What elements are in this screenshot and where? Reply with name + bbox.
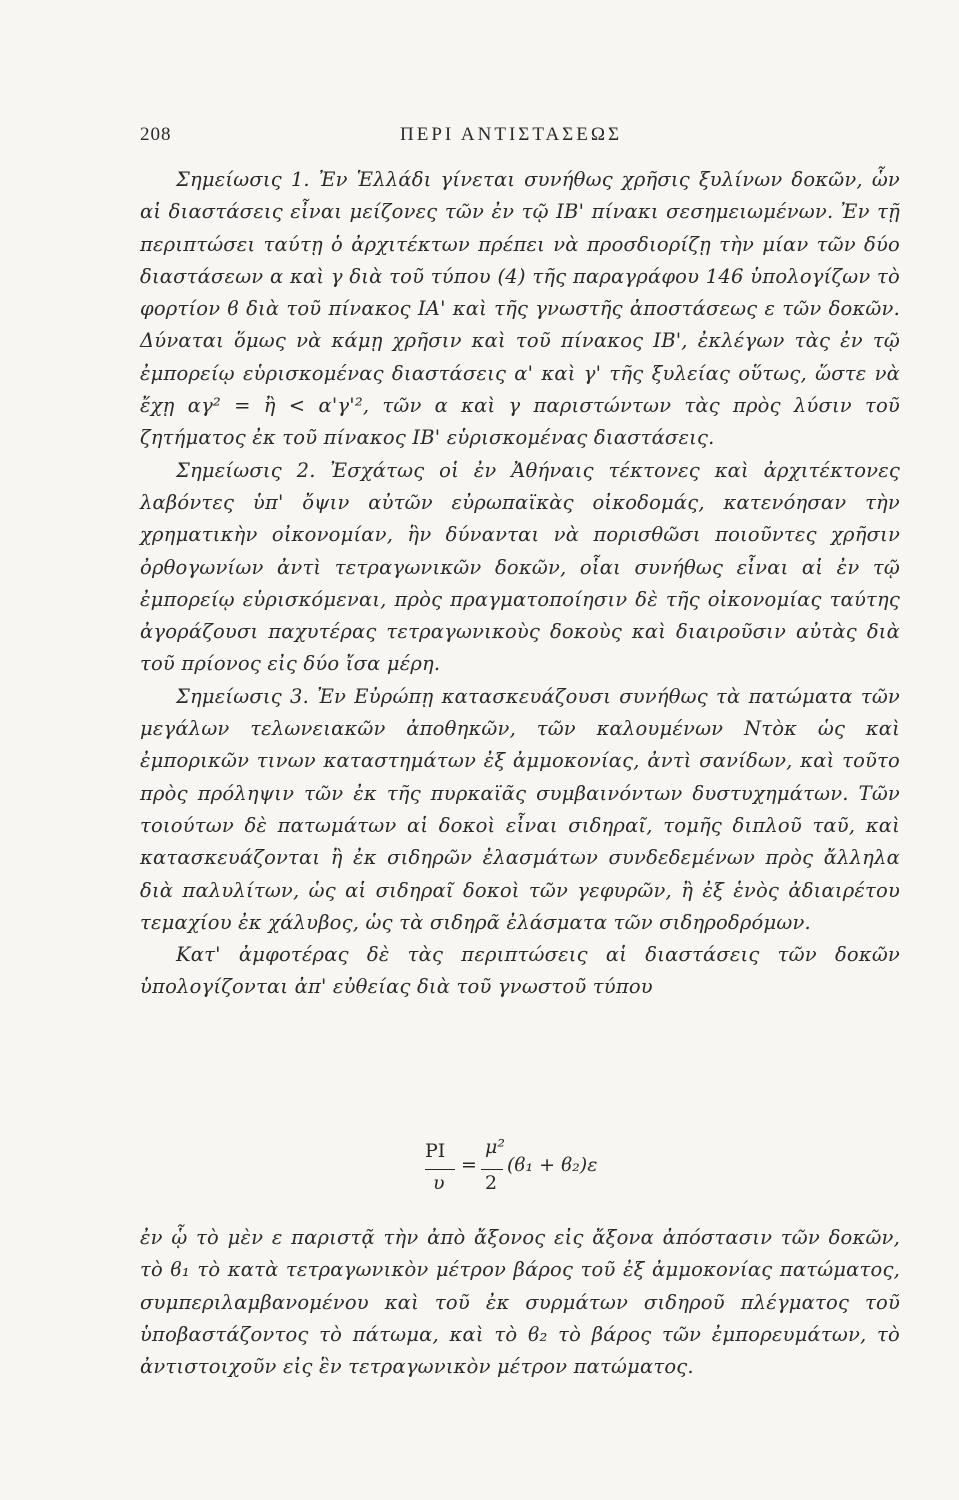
note-3-label: Σημείωσις 3. <box>176 684 310 708</box>
page-header <box>140 124 900 154</box>
after-formula-text <box>140 1222 900 1383</box>
note-2 <box>140 455 900 681</box>
note-3 <box>140 681 900 939</box>
body-text <box>140 164 900 1004</box>
intro-paragraph: Κατ' ἀμφοτέρας δὲ τὰς περιπτώσεις αἱ διαστάσεις τῶν δοκῶν ὑπολογίζονται ἀπ' εὐθείας διὰ τοῦ γνωστοῦ τύπου <box>140 943 900 999</box>
note-1-label: Σημείωσις 1. <box>176 168 310 191</box>
note-2-label: Σημείωσις 2. <box>176 458 316 482</box>
note-1-text: Ἐν Ἑλλάδι γίνεται συνήθως χρῆσις ξυλίνων δοκῶν, ὧν αἱ διαστάσεις εἶναι μείζονες τῶν ἐν τῷ ΙΒ' πίνακι σεσημειωμένων. Ἐν τῇ περιπτώσει ταύτῃ ὁ ἀρχιτέκτων πρέπει νὰ προσδιορίζῃ τὴν μίαν τῶν δύο διαστάσεων α καὶ γ διὰ τοῦ τύπου (4) τῆς παραγράφου 146 ὑπολογίζων τὸ φορτίον ϐ διὰ τοῦ πίνακος ΙΑ' καὶ τῆς γνωστῆς ἀποστάσεως ε τῶν δοκῶν. Δύναται ὅμως νὰ κάμῃ χρῆσιν καὶ τοῦ πίνακος ΙΒ', ἐκλέγων τὰς ἐν τῷ ἐμπορείῳ εὑρισκομένας διαστάσεις α' καὶ γ' τῆς ξυλείας οὕτως, ὥστε νὰ ἔχῃ αγ² = ἢ < α'γ'², τῶν α καὶ γ παριστώντων τὰς πρὸς λύσιν τοῦ ζητήματος ἐκ τοῦ πίνακος ΙΒ' εὑρισκομένας διαστάσεις. <box>140 168 900 450</box>
running-title: ΠΕΡΙ ΑΝΤΙΣΤΑΣΕΩΣ <box>400 124 623 145</box>
note-3-text: Ἐν Εὐρώπῃ κατασκευάζουσι συνήθως τὰ πατώματα τῶν μεγάλων τελωνειακῶν ἀποθηκῶν, τῶν καλουμένων Ντὸκ ὡς καὶ ἐμπορικῶν τινων καταστημάτων ἐξ ἀμμοκονίας, ἀντὶ σανίδων, καὶ τοῦτο πρὸς πρόληψιν τῶν ἐκ τῆς πυρκαϊᾶς συμβαινόντων δυστυχημάτων. Τῶν τοιούτων δὲ πατωμάτων αἱ δοκοὶ εἶναι σιδηραῖ, τομῆς διπλοῦ ταῦ, καὶ κατασκευάζονται ἢ ἐκ σιδηρῶν ἐλασμάτων συνδεδεμένων πρὸς ἄλληλα διὰ παλυλίτων, ὡς αἱ σιδηραῖ δοκοὶ τῶν γεφυρῶν, ἢ ἐξ ἑνὸς ἀδιαιρέτου τεμαχίου ἐκ χάλυβος, ὡς τὰ σιδηρᾶ ἐλάσματα τῶν σιδηροδρόμων. <box>140 684 900 934</box>
after-paragraph: ἐν ᾧ τὸ μὲν ε παριστᾷ τὴν ἀπὸ ἄξονος εἰς ἄξονα ἀπόστασιν τῶν δοκῶν, τὸ ϐ₁ τὸ κατὰ τετραγωνικὸν μέτρον βάρος τοῦ ἐξ ἀμμοκονίας πατώματος, συμπεριλαμβανομένου καὶ τοῦ ἐκ συρμάτων σιδηροῦ πλέγματος τοῦ ὑποβαστάζοντος τὸ πάτωμα, καὶ τὸ ϐ₂ τὸ βάρος τῶν ἐμπορευμάτων, τὸ ἀντιστοιχοῦν εἰς ἓν τετραγωνικὸν μέτρον πατώματος. <box>140 1226 900 1379</box>
formula-left-bar <box>425 1169 455 1170</box>
formula-left-numerator: ΡΙ <box>425 1140 446 1162</box>
formula <box>425 1136 605 1200</box>
formula-right-numerator: μ² <box>485 1136 505 1158</box>
note-2-text: Ἐσχάτως οἱ ἐν Ἀθήναις τέκτονες καὶ ἀρχιτέκτονες λαβόντες ὑπ' ὄψιν αὐτῶν εὐρωπαϊκὰς οἰκοδομάς, κατενόησαν τὴν χρηματικὴν οἰκονομίαν, ἣν δύνανται νὰ πορισθῶσι ποιοῦντες χρῆσιν ὀρθογωνίων ἀντὶ τετραγωνικῶν δοκῶν, οἷαι συνήθως εἶναι αἱ ἐν τῷ ἐμπορείῳ εὑρισκόμεναι, πρὸς πραγματοποίησιν δὲ τῆς οἰκονομίας ταύτης ἀγοράζουσι παχυτέρας τετραγωνικοὺς δοκοὺς καὶ διαιροῦσιν αὐτὰς διὰ τοῦ πρίονος εἰς δύο ἴσα μέρη. <box>140 458 900 676</box>
note-1 <box>140 164 900 455</box>
formula-right-denominator: 2 <box>485 1172 498 1194</box>
formula-equals: = <box>461 1154 477 1176</box>
formula-rest: (ϐ₁ + ϐ₂)ε <box>507 1154 598 1176</box>
formula-right-bar <box>481 1169 503 1170</box>
page-number: 208 <box>140 124 172 145</box>
formula-left-denominator: υ <box>433 1172 445 1194</box>
